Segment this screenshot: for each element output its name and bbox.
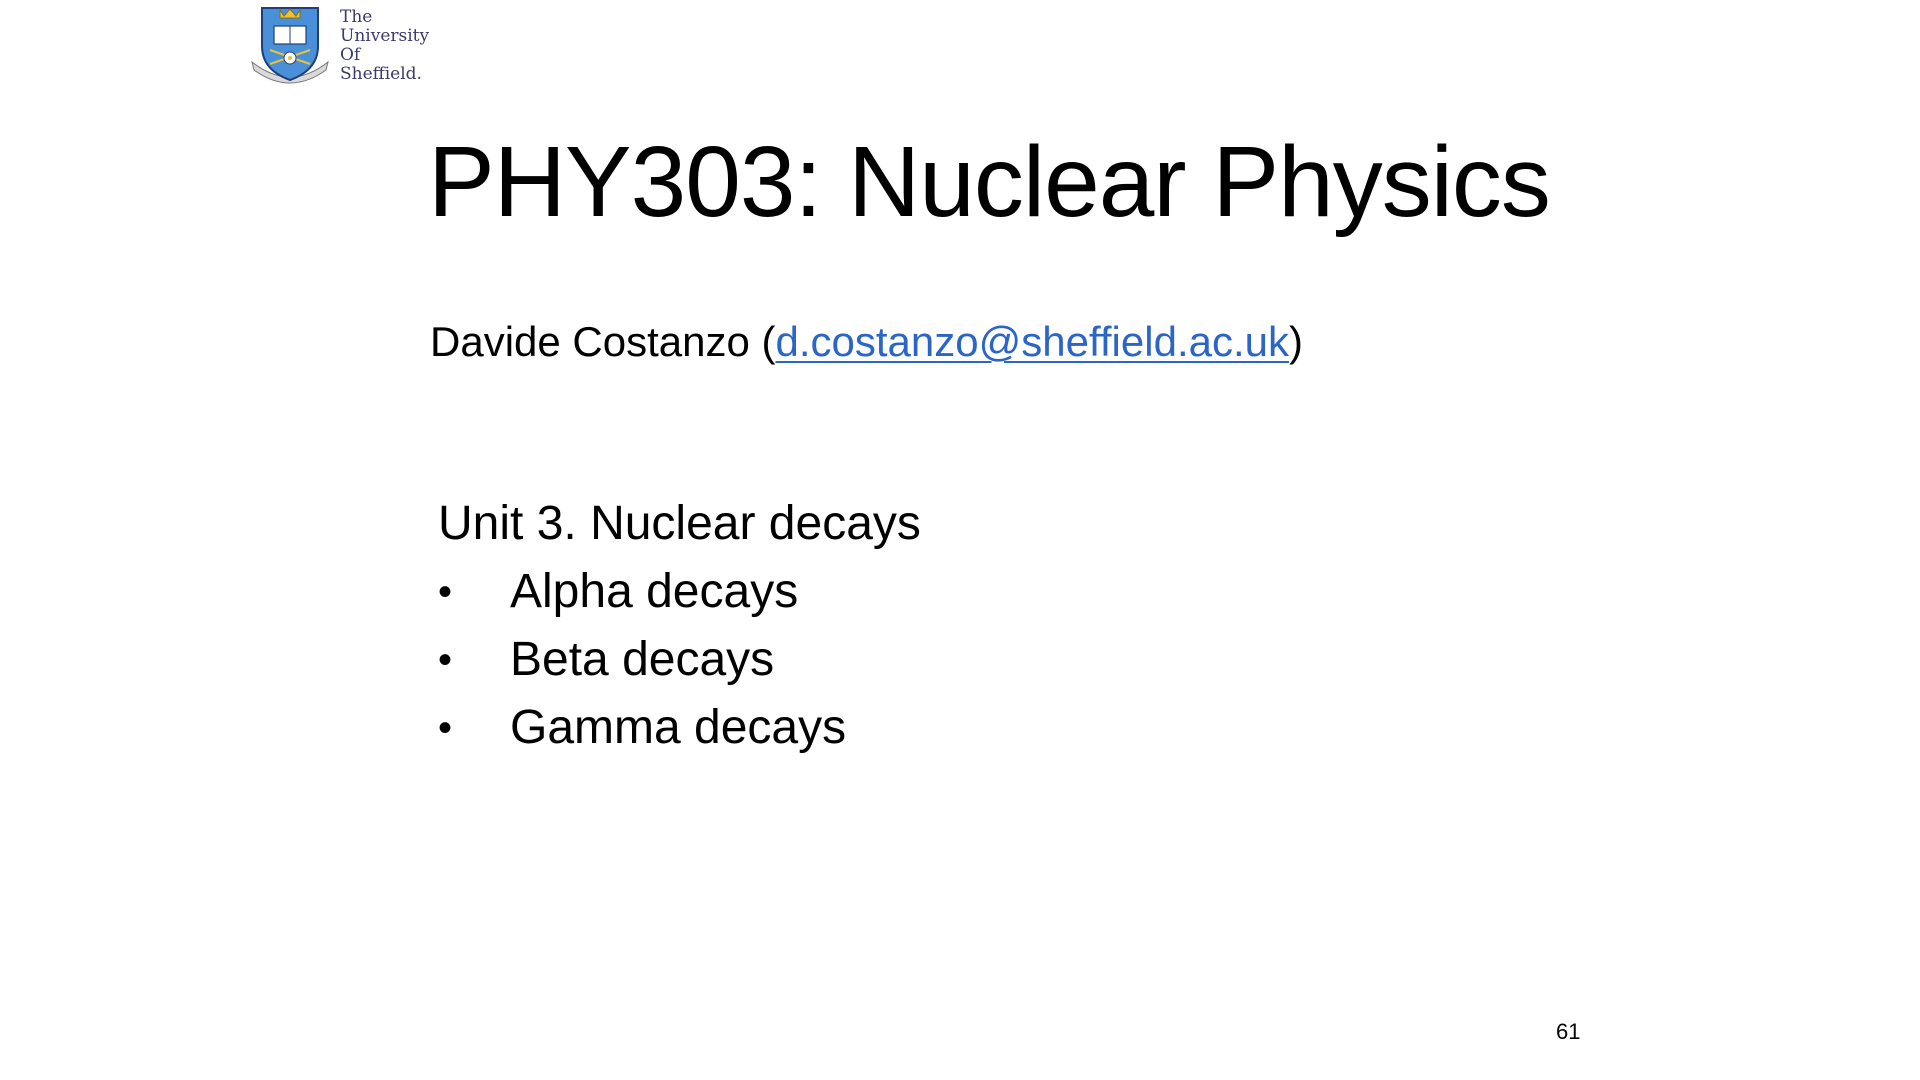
list-item: [438, 626, 921, 694]
logo-line-1: The: [340, 7, 373, 27]
logo-line-3: Of: [340, 45, 361, 65]
author-line: [430, 316, 1303, 368]
bullet-icon: •: [438, 570, 453, 614]
unit-section: [438, 490, 921, 762]
list-item: [438, 558, 921, 626]
unit-heading: Unit 3. Nuclear decays: [438, 497, 921, 550]
bullet-icon: •: [438, 638, 453, 682]
slide-title: PHY303: Nuclear Physics: [428, 126, 1550, 238]
logo-line-2: University: [340, 26, 430, 46]
logo-line-4: Sheffield.: [340, 64, 422, 84]
decay-list: [438, 558, 921, 762]
list-item-label: Alpha decays: [510, 565, 799, 618]
author-email-link[interactable]: d.costanzo@sheffield.ac.uk: [775, 318, 1289, 365]
university-crest-icon: [248, 4, 332, 86]
slide-number: 61: [1556, 1019, 1581, 1044]
list-item-label: Gamma decays: [510, 701, 847, 754]
university-logo: [248, 4, 429, 86]
bullet-icon: •: [438, 706, 453, 750]
author-name: Davide Costanzo (: [430, 318, 776, 365]
list-item-label: Beta decays: [510, 633, 775, 686]
author-close-paren: ): [1289, 318, 1303, 365]
university-name: [340, 8, 429, 84]
list-item: [438, 694, 921, 762]
